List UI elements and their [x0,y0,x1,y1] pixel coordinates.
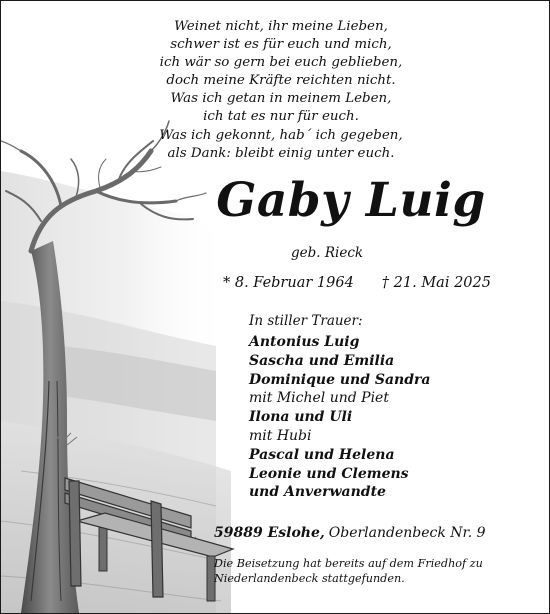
poem-line: als Dank: bleibt einig unter euch. [167,145,395,161]
mourner-line: mit Michel und Piet [249,390,389,407]
mourner-line: mit Hubi [249,427,312,444]
mourners-list [249,333,430,502]
mourners-heading: In stiller Trauer: [249,313,363,329]
address-city: 59889 Eslohe, [214,525,325,541]
address [214,525,486,541]
poem-line: ich wär so gern bei euch geblieben, [159,55,403,71]
death-date: † 21. Mai 2025 [381,275,491,291]
birth-name: geb. Rieck [291,245,364,261]
mourner-line: Sascha und Emilia [249,352,395,369]
poem-line: ich tat es nur für euch. [203,109,359,125]
mourner-line: Leonie und Clemens [249,465,409,482]
mourner-line: Dominique und Sandra [249,371,431,388]
burial-notice: Die Beisetzung hat bereits auf dem Friedhof zu Niederlandenbeck stattgefunden. [214,557,483,585]
birth-date: * 8. Februar 1964 [223,275,354,291]
mourner-line: Pascal und Helena [249,446,395,463]
mourner-line: und Anverwandte [249,484,386,501]
deceased-name: Gaby Luig [216,173,486,228]
poem-line: Was ich gekonnt, hab´ ich gegeben, [159,127,403,143]
poem-line: schwer ist es für euch und mich, [170,37,392,53]
life-dates [223,275,491,291]
poem-line: Was ich getan in meinem Leben, [170,91,392,107]
poem-line: Weinet nicht, ihr meine Lieben, [174,19,388,34]
mourner-line: Antonius Luig [249,334,360,350]
mourner-line: Ilona und Uli [249,409,353,426]
poem-line: doch meine Kräfte reichten nicht. [166,73,396,89]
poem [111,18,451,163]
address-street: Oberlandenbeck Nr. 9 [328,525,486,541]
